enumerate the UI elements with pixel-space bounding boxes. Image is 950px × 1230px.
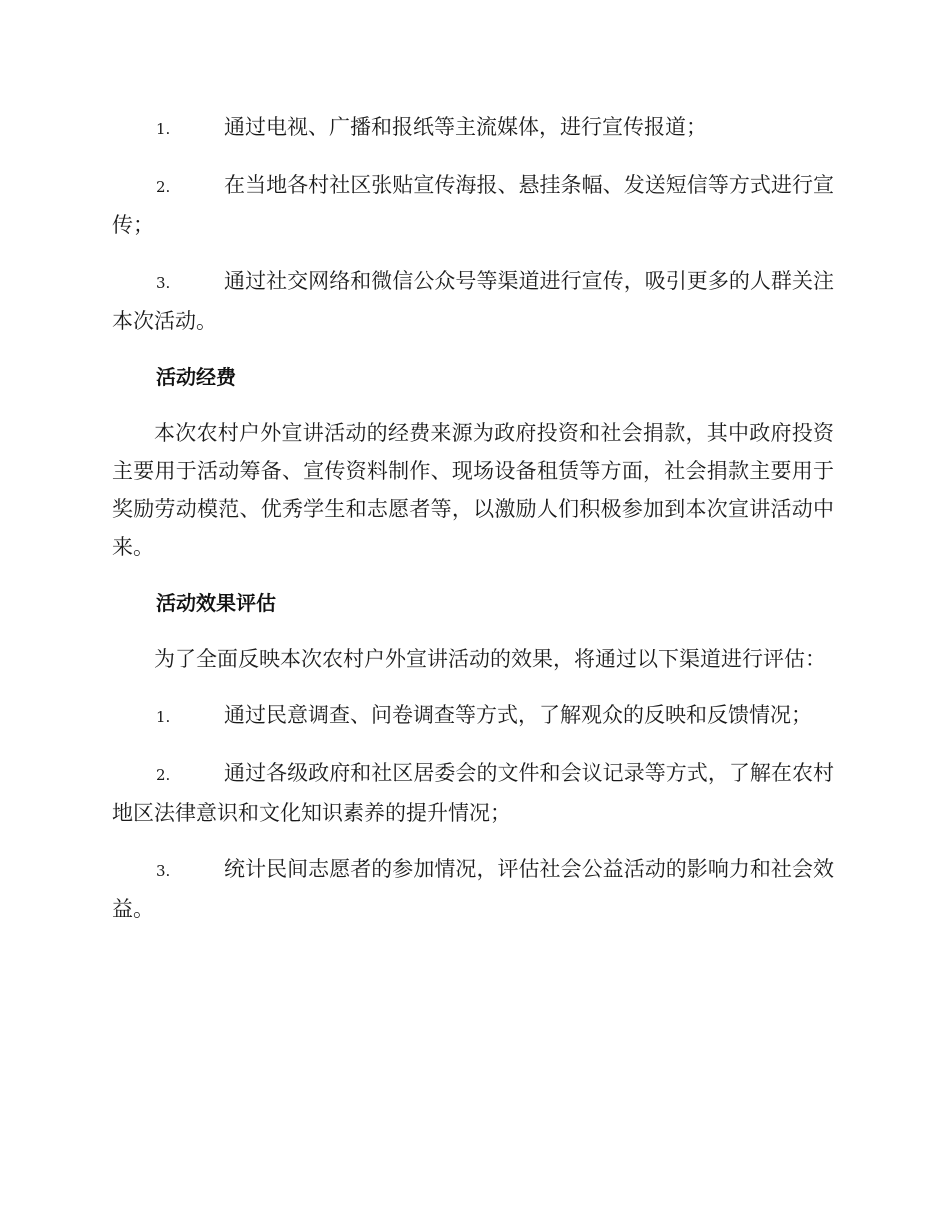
document-page: [112, 108, 834, 946]
publicity-item-1: [112, 108, 834, 148]
evaluation-item-1: [112, 696, 834, 736]
evaluation-intro: 为了全面反映本次农村户外宣讲活动的效果，将通过以下渠道进行评估：: [154, 647, 826, 671]
evaluation-item-3: [112, 850, 834, 928]
list-number: 3.: [156, 274, 171, 292]
list-item-text: 在当地各村社区张贴宣传海报、悬挂条幅、发送短信等方式进行宣传；: [112, 173, 834, 237]
list-number: 2.: [156, 766, 171, 784]
list-item-text: 通过社交网络和微信公众号等渠道进行宣传，吸引更多的人群关注本次活动。: [112, 269, 834, 333]
funding-heading: 活动经费: [156, 365, 236, 389]
list-number: 1.: [156, 708, 171, 726]
list-number: 3.: [156, 862, 171, 880]
publicity-item-2: [112, 166, 834, 244]
list-item-text: 通过民意调查、问卷调查等方式，了解观众的反映和反馈情况；: [224, 703, 812, 727]
evaluation-heading: 活动效果评估: [156, 591, 276, 615]
list-item-text: 统计民间志愿者的参加情况，评估社会公益活动的影响力和社会效益。: [112, 857, 834, 921]
publicity-item-3: [112, 262, 834, 340]
list-number: 2.: [156, 178, 171, 196]
evaluation-item-2: [112, 754, 834, 832]
list-number: 1.: [156, 120, 171, 138]
funding-paragraph: 本次农村户外宣讲活动的经费来源为政府投资和社会捐款，其中政府投资主要用于活动筹备、宣传资料制作、现场设备租赁等方面，社会捐款主要用于奖励劳动模范、优秀学生和志愿者等，以激励人们积极参加到本次宣讲活动中来。: [112, 421, 834, 559]
list-item-text: 通过电视、广播和报纸等主流媒体，进行宣传报道；: [224, 115, 707, 139]
list-item-text: 通过各级政府和社区居委会的文件和会议记录等方式，了解在农村地区法律意识和文化知识素养的提升情况；: [112, 761, 834, 825]
